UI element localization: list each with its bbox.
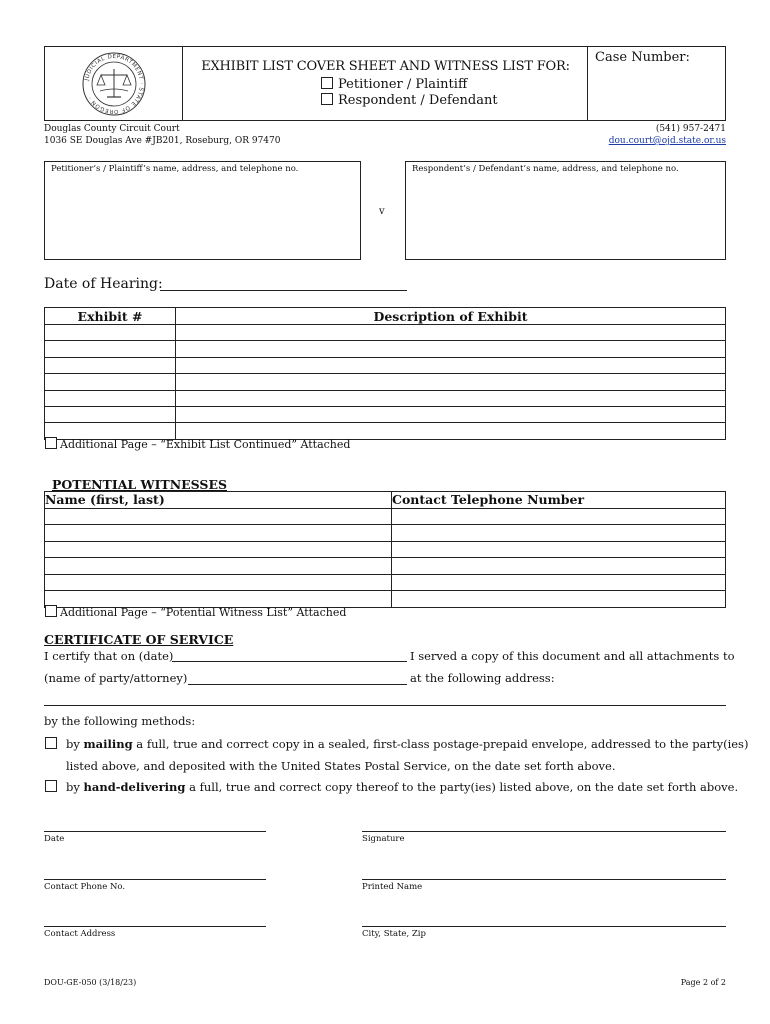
witness-name-cell[interactable] [45,525,392,542]
table-row[interactable] [45,357,726,373]
hand-delivery-bold-text: hand-delivering [83,780,186,794]
exhibit-description-cell[interactable] [176,406,726,422]
exhibit-description-cell[interactable] [176,374,726,390]
mailing-description-cont: listed above, and deposited with the United States Postal Service, on the date set forth above. [66,759,616,773]
exhibit-additional-page-label: Additional Page – “Exhibit List Continued” Attached [60,438,351,451]
contact-phone-field[interactable] [44,879,266,880]
exhibit-number-cell[interactable] [45,374,176,390]
service-date-field[interactable] [172,661,407,662]
table-row[interactable] [45,390,726,406]
mailing-by-text: by [66,737,84,751]
witness-name-cell[interactable] [45,558,392,575]
case-number-cell[interactable] [588,47,725,120]
city-state-zip-label: City, State, Zip [362,929,426,939]
witness-phone-header: Contact Telephone Number [392,492,726,509]
exhibit-description-cell[interactable] [176,390,726,406]
title-cell [183,47,588,120]
court-phone: (541) 957-2471 [655,124,726,134]
petitioner-option-label: Petitioner / Plaintiff [338,77,468,92]
certificate-of-service-heading: CERTIFICATE OF SERVICE [44,632,234,647]
exhibit-description-header: Description of Exhibit [176,308,726,325]
served-copy-text: I served a copy of this document and all attachments to [410,649,735,663]
mailing-bold-text: mailing [83,737,133,751]
date-of-hearing-field[interactable] [160,290,407,291]
form-id: DOU-GE-050 (3/18/23) [44,978,137,987]
table-row[interactable] [45,541,726,558]
seal-cell [45,47,183,120]
petitioner-box-label: Petitioner’s / Plaintiff’s name, address, and telephone no. [51,164,299,174]
mailing-description: a full, true and correct copy in a sealed, first-class postage-prepaid envelope, addressed to the party(ies) [132,737,749,751]
service-address-field[interactable] [44,705,726,706]
hand-delivery-by-text: by [66,780,84,794]
exhibit-description-cell[interactable] [176,357,726,373]
signature-label: Signature [362,834,405,844]
date-of-hearing-label: Date of Hearing: [44,276,163,292]
witness-phone-cell[interactable] [392,558,726,575]
court-name: Douglas County Circuit Court [44,124,180,134]
witness-additional-page-checkbox[interactable] [45,605,57,617]
petitioner-checkbox[interactable] [321,77,333,89]
witness-name-cell[interactable] [45,574,392,591]
exhibit-number-cell[interactable] [45,341,176,357]
exhibit-number-cell[interactable] [45,406,176,422]
table-row[interactable] [45,558,726,575]
witness-header-row [45,492,726,509]
witness-additional-page-option[interactable] [45,605,346,619]
date-field[interactable] [44,831,266,832]
witness-name-cell[interactable] [45,508,392,525]
witness-name-header: Name (first, last) [45,492,392,509]
signature-field[interactable] [362,831,726,832]
witness-name-cell[interactable] [45,541,392,558]
hand-delivery-checkbox[interactable] [45,780,57,792]
contact-phone-label: Contact Phone No. [44,882,126,892]
printed-name-field[interactable] [362,879,726,880]
petitioner-box[interactable] [44,161,361,260]
case-number-label: Case Number: [595,50,690,65]
party-attorney-label: (name of party/attorney) [44,671,188,685]
court-address: 1036 SE Douglas Ave #JB201, Roseburg, OR 97470 [44,136,281,146]
header-box [44,46,726,121]
exhibit-header-row [45,308,726,325]
court-info [44,123,280,147]
table-row[interactable] [45,508,726,525]
hand-delivery-description: a full, true and correct copy thereof to the party(ies) listed above, on the date set forth above. [185,780,739,794]
svg-text:JUDICIAL DEPARTMENT · STATE OF: JUDICIAL DEPARTMENT · STATE OF OREGON · [84,53,145,115]
exhibit-number-cell[interactable] [45,390,176,406]
versus-label: v [379,206,385,217]
table-row[interactable] [45,525,726,542]
witness-phone-cell[interactable] [392,525,726,542]
respondent-checkbox[interactable] [321,93,333,105]
respondent-box-label: Respondent’s / Defendant’s name, address, and telephone no. [412,164,679,174]
exhibit-description-cell[interactable] [176,341,726,357]
court-contact [609,123,726,147]
mailing-checkbox[interactable] [45,737,57,749]
page-number: Page 2 of 2 [680,978,726,987]
exhibit-number-header: Exhibit # [45,308,176,325]
witness-table [44,491,726,608]
party-attorney-field[interactable] [188,684,407,685]
respondent-box[interactable] [405,161,726,260]
petitioner-option[interactable] [321,77,467,92]
court-email-link[interactable]: dou.court@ojd.state.or.us [608,136,726,146]
witness-phone-cell[interactable] [392,574,726,591]
exhibit-number-cell[interactable] [45,357,176,373]
table-row[interactable] [45,341,726,357]
exhibit-table [44,307,726,440]
witness-additional-page-label: Additional Page – “Potential Witness List” Attached [60,606,347,619]
table-row[interactable] [45,574,726,591]
following-address-label: at the following address: [410,671,555,685]
table-row[interactable] [45,325,726,341]
exhibit-description-cell[interactable] [176,325,726,341]
witness-phone-cell[interactable] [392,508,726,525]
respondent-option[interactable] [321,93,498,108]
oregon-judicial-seal-icon [45,47,183,120]
exhibit-additional-page-option[interactable] [45,437,350,451]
witness-phone-cell[interactable] [392,591,726,608]
form-title: EXHIBIT LIST COVER SHEET AND WITNESS LIST FOR: [201,59,570,74]
certify-date-label: I certify that on (date) [44,649,174,663]
contact-address-field[interactable] [44,926,266,927]
exhibit-number-cell[interactable] [45,325,176,341]
printed-name-label: Printed Name [362,882,423,892]
contact-address-label: Contact Address [44,929,116,939]
potential-witnesses-heading: POTENTIAL WITNESSES [52,477,228,492]
city-state-zip-field[interactable] [362,926,726,927]
mailing-option[interactable] [45,737,748,751]
hand-delivery-option[interactable] [45,780,738,794]
table-row[interactable] [45,374,726,390]
exhibit-additional-page-checkbox[interactable] [45,437,57,449]
methods-intro: by the following methods: [44,714,196,728]
respondent-option-label: Respondent / Defendant [338,93,498,108]
table-row[interactable] [45,406,726,422]
witness-phone-cell[interactable] [392,541,726,558]
date-label: Date [44,834,65,844]
